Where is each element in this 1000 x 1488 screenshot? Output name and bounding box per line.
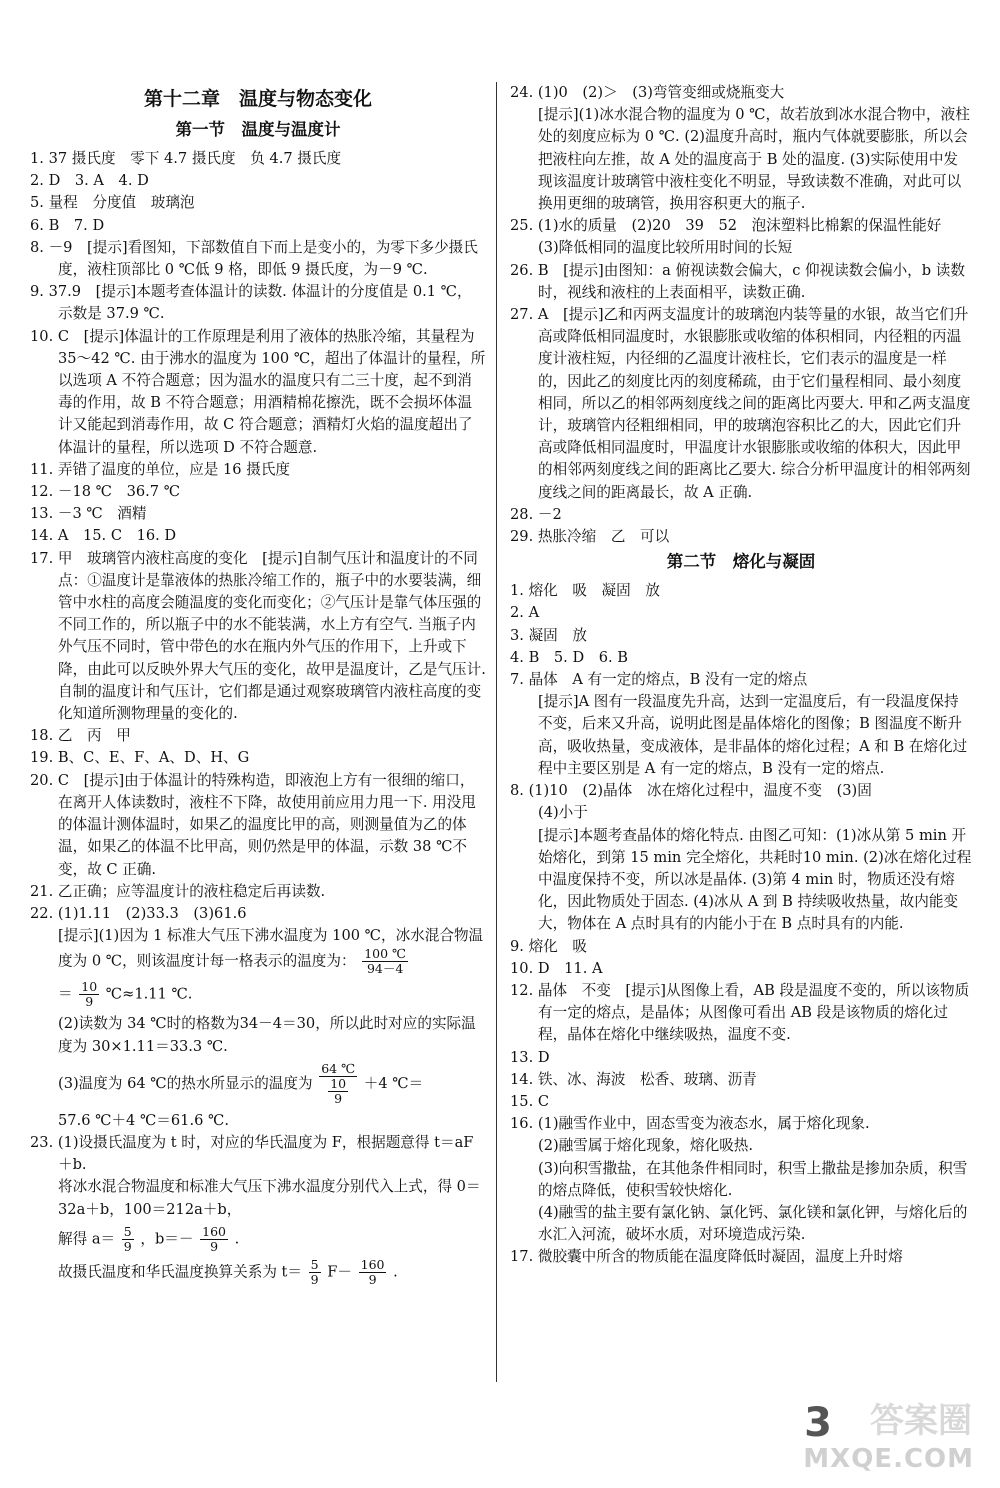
compound-fraction — [319, 1062, 357, 1106]
hint-text: (3)温度为 64 ℃的热水所显示的温度为 — [58, 1074, 313, 1092]
hint-text: ＋4 ℃＝ — [363, 1074, 424, 1092]
answer-23-step-3 — [30, 1225, 486, 1254]
watermark-title: 答案圈 — [870, 1401, 972, 1441]
step-text: 故摄氏温度和华氏温度换算关系为 t＝ — [58, 1263, 303, 1281]
s2-answer-10: 10. D 11. A — [510, 959, 603, 977]
answer-21: 21. 乙正确；应等温度计的液柱稳定后再读数. — [30, 882, 326, 900]
equals-sign: ＝ — [58, 985, 73, 1003]
fraction-denominator: 9 — [368, 1271, 377, 1287]
s2-answer-8: 8. (1)10 (2)晶体 冰在熔化过程中，温度不变 (3)固 — [510, 782, 872, 800]
section-title-1: 第一节 温度与温度计 — [175, 120, 341, 139]
s2-answer-16-part4: (4)融雪的盐主要有氯化钠、氯化钙、氯化镁和氯化钾，与熔化后的水汇入河流，破坏水质，对环境造成污染. — [538, 1203, 968, 1244]
s2-answer-7: 7. 晶体 A 有一定的熔点，B 没有一定的熔点 — [510, 671, 808, 689]
answer-18: 18. 乙 丙 甲 — [30, 727, 131, 745]
answer-22-hint-1 — [30, 925, 486, 976]
step-text: . — [393, 1263, 398, 1281]
fraction-numerator: 5 — [123, 1223, 132, 1239]
answer-25: 25. (1)水的质量 (2)20 39 52 泡沫塑料比棉絮的保温性能好 (3)降低相同的温度比较所用时间的长短 — [510, 217, 956, 257]
step-text: 解得 a＝ — [58, 1230, 116, 1248]
chapter-title: 第十二章 温度与物态变化 — [143, 88, 372, 110]
section-title-2: 第二节 熔化与凝固 — [666, 552, 816, 572]
page-mark: 3 — [804, 1400, 832, 1446]
fraction — [122, 1225, 134, 1254]
s2-answer-9: 9. 熔化 吸 — [510, 937, 587, 955]
s2-answer-7-hint: [提示]A 图有一段温度先升高，达到一定温度后，有一段温度保持不变，后来又升高，说明此图是晶体熔化的图像；B 图温度不断升高，吸收热量，变成液体，是非晶体的熔化过程；A 和 B 在熔化过程中主要区别是 A 有一定的熔点，B 没有一定的熔点. — [538, 693, 968, 777]
answer-23-step-2: 将冰水混合物温度和标准大气压下沸水温度分别代入上式，得 0＝32a＋b，100＝212a＋b， — [58, 1178, 481, 1218]
answer-23-step-4 — [30, 1258, 486, 1287]
fraction — [359, 1258, 387, 1287]
answer-12: 12. －18 ℃ 36.7 ℃ — [30, 483, 181, 501]
fraction-numerator: 5 — [310, 1256, 319, 1272]
column-divider — [496, 82, 497, 1382]
step-text: F－ — [327, 1263, 352, 1281]
answer-26: 26. B [提示]由图知：a 俯视读数会偏大，c 仰视读数会偏小，b 读数时，视线和液柱的上表面相平，读数正确. — [510, 261, 965, 301]
fraction-numerator: 100 ℃ — [364, 946, 407, 962]
answer-10: 10. C [提示]体温计的工作原理是利用了液体的热胀冷缩，其量程为 35～42 ℃. 由于沸水的温度为 100 ℃，超出了体温计的量程，所以选项 A 不符合题意；因为温水的温度只有二三十度，起不到消毒的作用，故 B 不符合题意；用酒精棉花擦洗，既不会损坏体温计又能起到消毒作用，故 C 符合题意；酒精灯火焰的温度超出了体温计的量程，所以选项 D 不符合题意. — [30, 327, 486, 456]
answer-27: 27. A [提示]乙和丙两支温度计的玻璃泡内装等量的水银，故当它们升高或降低相同温度时，水银膨胀或收缩的体积相同，内径粗的丙温度计液柱短，内径细的乙温度计液柱长，它们表示的温度是一样的，因此乙的刻度比丙的刻度稀疏，由于它们量程相同、最小刻度相同，所以乙的相邻两刻度线之间的距离比丙要大. 甲和乙两支温度计，玻璃管内径粗细相同，甲的玻璃泡容积比乙的大，因此它们升高或降低相同温度时，甲温度计水银膨胀或收缩的体积大，因此甲的相邻两刻度线之间的距离比乙要大. 综合分析甲温度计的相邻两刻度线之间的距离最长，故 A 正确. — [510, 306, 971, 501]
fraction-numerator: 10 — [330, 1075, 347, 1091]
fraction-denominator — [319, 1077, 357, 1106]
fraction-denominator: 9 — [310, 1271, 319, 1287]
fraction — [362, 947, 408, 976]
answer-8: 8. －9 [提示]看图知，下部数值自下而上是变小的，为零下多少摄氏度，液柱顶部比 0 ℃低 9 格，即低 9 摄氏度，为－9 ℃. — [30, 238, 478, 279]
answer-13: 13. －3 ℃ 酒精 — [30, 505, 147, 523]
s2-answer-3: 3. 凝固 放 — [510, 626, 587, 644]
watermark-logo — [762, 1396, 982, 1476]
answer-11: 11. 弄错了温度的单位，应是 16 摄氏度 — [30, 460, 291, 478]
answer-14: 14. A 15. C 16. D — [30, 527, 177, 545]
answer-23: 23. (1)设摄氏温度为 t 时，对应的华氏温度为 F，根据题意得 t＝aF＋b. — [30, 1133, 474, 1174]
answer-20: 20. C [提示]由于体温计的特殊构造，即液泡上方有一很细的缩口，在离开人体读数时，液柱不下降，故使用前应用力甩一下. 用没甩的体温计测体温时，如果乙的温度比甲的高，则测量值为乙的体温，如果乙的体温不比甲高，则仍然是甲的体温，示数 38 ℃不变，故 C 正确. — [30, 771, 476, 878]
answer-5: 5. 量程 分度值 玻璃泡 — [30, 194, 195, 212]
answer-24-hint: [提示](1)冰水混合物的温度为 0 ℃，故若放到冰水混合物中，液柱处的刻度应标为 0 ℃. (2)温度升高时，瓶内气体就要膨胀，所以会把液柱向左推，故 A 处的温度高于 B 处的温度. (3)实际使用中发现该温度计玻璃管中液柱变化不明显，导致读数不准确，对此可以换用更细的玻璃管，换用容积更大的瓶子. — [538, 106, 970, 213]
watermark-url: MXQE.COM — [803, 1444, 974, 1474]
s2-answer-13: 13. D — [510, 1048, 550, 1066]
answer-22: 22. (1)1.11 (2)33.3 (3)61.6 — [30, 904, 247, 922]
step-text: . — [234, 1230, 240, 1248]
answer-22-hint-3: (2)读数为 34 ℃时的格数为34－4＝30，所以此时对应的实际温度为 30×1.11＝33.3 ℃. — [58, 1015, 476, 1055]
fraction-denominator: 9 — [85, 994, 94, 1010]
fraction-numerator: 160 — [202, 1223, 226, 1239]
fraction — [200, 1225, 228, 1254]
s2-answer-14: 14. 铁、冰、海波 松香、玻璃、沥青 — [510, 1070, 757, 1088]
right-column — [510, 82, 972, 1269]
answer-29: 29. 热胀冷缩 乙 可以 — [510, 528, 670, 546]
step-text: ，b＝－ — [140, 1230, 194, 1248]
fraction — [79, 980, 99, 1009]
fraction-numerator: 64 ℃ — [321, 1060, 356, 1076]
s2-answer-1: 1. 熔化 吸 凝固 放 — [510, 582, 660, 600]
s2-answer-16-part2: (2)融雪属于熔化现象，熔化吸热. — [538, 1137, 754, 1155]
fraction-denominator: 9 — [123, 1238, 132, 1254]
s2-answer-12: 12. 晶体 不变 [提示]从图像上看，AB 段是温度不变的，所以该物质有一定的熔点，是晶体；从图像可看出 AB 段是该物质的熔化过程，晶体在熔化中继续吸热，温度不变. — [510, 981, 970, 1044]
fraction — [309, 1258, 321, 1287]
fraction-denominator: 94－4 — [366, 961, 404, 977]
fraction-numerator: 160 — [360, 1256, 385, 1272]
answer-1: 1. 37 摄氏度 零下 4.7 摄氏度 负 4.7 摄氏度 — [30, 150, 342, 167]
inner-fraction — [328, 1077, 348, 1106]
answer-22-hint-4 — [30, 1062, 486, 1106]
fraction-denominator: 9 — [210, 1238, 219, 1254]
s2-answer-15: 15. C — [510, 1092, 550, 1110]
answer-2: 2. D 3. A 4. D — [30, 172, 149, 190]
s2-answer-8-part4: (4)小于 — [538, 804, 588, 822]
answer-17: 17. 甲 玻璃管内液柱高度的变化 [提示]自制气压计和温度计的不同点：①温度计是靠液体的热胀冷缩工作的，瓶子中的水要装满，细管中水柱的高度会随温度的变化而变化；②气压计是靠气体压强的不同工作的，所以瓶子中的水不能装满，水上方有空气. 当瓶子内外气压不同时，管中带色的水在瓶内外气压的作用下，上升或下降，由此可以反映外界大气压的变化，故甲是温度计，乙是气压计. 自制的温度计和气压计，它们都是通过观察玻璃管内液柱高度的变化知道所测物理量的变化的. — [30, 549, 486, 723]
answer-6: 6. B 7. D — [30, 216, 105, 234]
answer-22-hint-2 — [30, 980, 486, 1009]
answer-22-hint-5: 57.6 ℃＋4 ℃＝61.6 ℃. — [58, 1111, 229, 1129]
s2-answer-8-hint: [提示]本题考查晶体的熔化特点. 由图乙可知：(1)冰从第 5 min 开始熔化，到第 15 min 完全熔化，共耗时10 min. (2)冰在熔化过程中温度保持不变，所以冰是晶体. (3)第 4 min 时，物质还没有熔化，因此物质处于固态. (4)冰从 A 到 B 持续吸收热量，故内能变大，物体在 A 点时具有的内能小于在 B 点时具有的内能. — [538, 826, 972, 933]
s2-answer-16: 16. (1)融雪作业中，固态雪变为液态水，属于熔化现象. — [510, 1115, 870, 1133]
answer-19: 19. B、C、E、F、A、D、H、G — [30, 749, 250, 767]
s2-answer-4: 4. B 5. D 6. B — [510, 648, 629, 666]
left-column — [30, 82, 486, 1291]
fraction-denominator: 9 — [334, 1090, 343, 1106]
s2-answer-16-part3: (3)向积雪撒盐，在其他条件相同时，积雪上撒盐是掺加杂质，积雪的熔点降低，使积雪较快熔化. — [538, 1159, 968, 1199]
hint-text: [提示](1)因为 1 标准大气压下沸水温度为 100 ℃，冰水混合物温度为 0 ℃，则该温度计每一格表示的温度为： — [58, 927, 484, 970]
hint-text: ℃≈1.11 ℃. — [105, 985, 193, 1003]
s2-answer-2: 2. A — [510, 604, 540, 622]
fraction-numerator: 10 — [81, 979, 98, 995]
answer-24: 24. (1)0 (2)＞ (3)弯管变细或烧瓶变大 — [510, 84, 785, 101]
answer-9: 9. 37.9 [提示]本题考查体温计的读数. 体温计的分度值是 0.1 ℃，示数是 37.9 ℃. — [30, 283, 472, 323]
s2-answer-17: 17. 微胶囊中所含的物质能在温度降低时凝固，温度上升时熔 — [510, 1248, 903, 1266]
answer-28: 28. －2 — [510, 505, 562, 523]
